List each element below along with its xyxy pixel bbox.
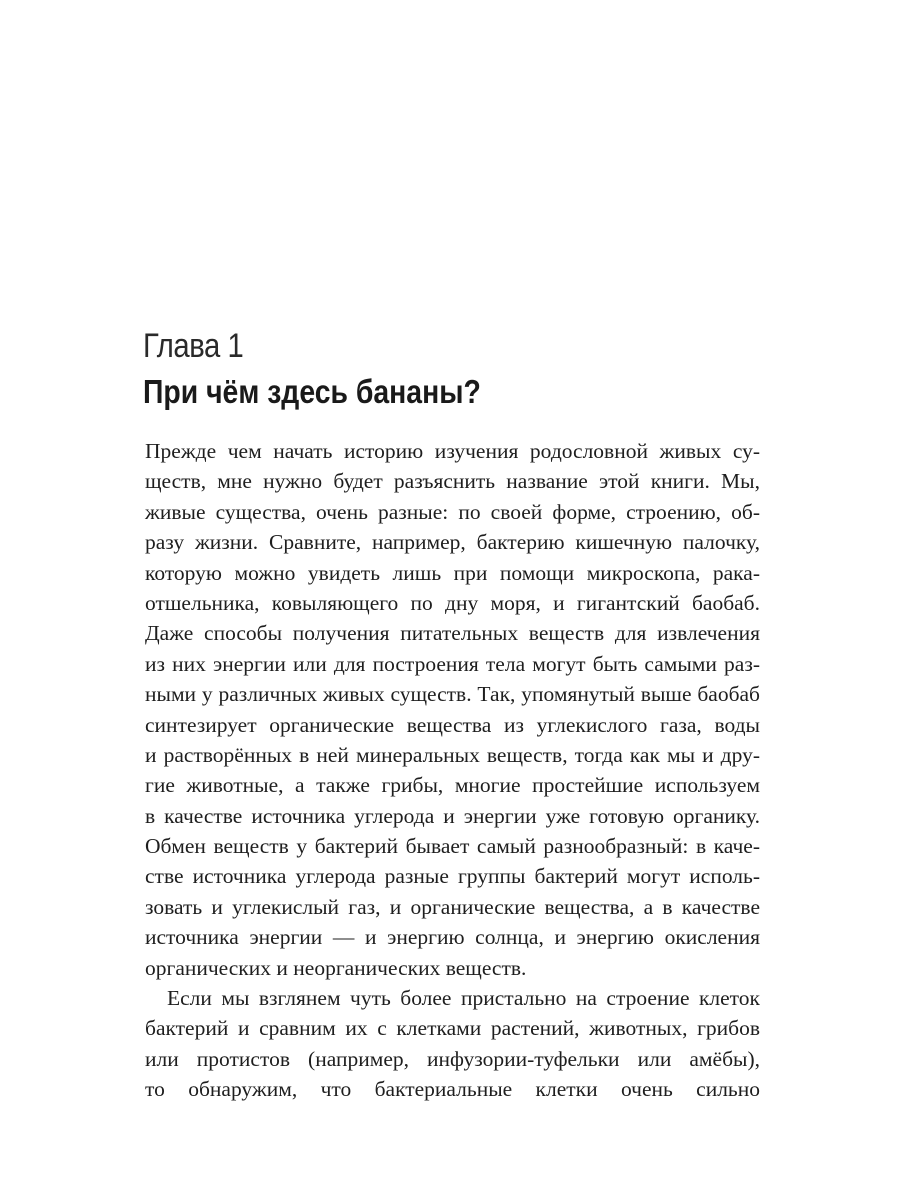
text-line: которую можно увидеть лишь при помощи микроскопа, рака- xyxy=(145,560,760,585)
text-line: то обнаружим, что бактериальные клетки очень сильно xyxy=(145,1077,760,1102)
text-line: синтезирует органические вещества из углекислого газа, воды xyxy=(145,712,760,737)
body-text xyxy=(145,436,760,1105)
text-line: отшельника, ковыляющего по дну моря, и гигантский баобаб. xyxy=(145,590,760,615)
text-line: Если мы взглянем чуть более пристально на строение клеток xyxy=(167,986,760,1011)
text-line: ными у различных живых существ. Так, упомянутый выше баобаб xyxy=(145,682,760,707)
chapter-title: При чём здесь бананы? xyxy=(143,373,481,410)
text-line: источника энергии — и энергию солнца, и энергию окисления xyxy=(145,925,760,950)
text-line: Обмен веществ у бактерий бывает самый разнообразный: в каче- xyxy=(145,834,760,859)
chapter-number: Глава 1 xyxy=(143,327,244,365)
text-line: живые существа, очень разные: по своей форме, строению, об- xyxy=(145,499,760,524)
paragraph-2 xyxy=(145,983,760,1105)
text-line: в качестве источника углерода и энергии уже готовую органику. xyxy=(145,803,760,828)
text-line: зовать и углекислый газ, и органические вещества, а в качестве xyxy=(145,894,760,919)
text-line: Даже способы получения питательных веществ для извлечения xyxy=(145,621,760,646)
text-line: бактерий и сравним их с клетками растений, животных, грибов xyxy=(145,1016,760,1041)
text-line: гие животные, а также грибы, многие простейшие используем xyxy=(145,773,760,798)
paragraph-1 xyxy=(145,436,760,983)
text-line: разу жизни. Сравните, например, бактерию кишечную палочку, xyxy=(145,530,760,555)
text-line: стве источника углерода разные группы бактерий могут исполь- xyxy=(145,864,760,889)
text-line: органических и неорганических веществ. xyxy=(145,955,527,980)
text-line: ществ, мне нужно будет разъяснить название этой книги. Мы, xyxy=(145,469,760,494)
text-line: или протистов (например, инфузории-туфельки или амёбы), xyxy=(145,1046,760,1071)
text-line: Прежде чем начать историю изучения родословной живых су- xyxy=(145,439,760,463)
text-line: и растворённых в ней минеральных веществ, тогда как мы и дру- xyxy=(145,742,760,767)
text-line: из них энергии или для построения тела могут быть самыми раз- xyxy=(145,651,760,676)
